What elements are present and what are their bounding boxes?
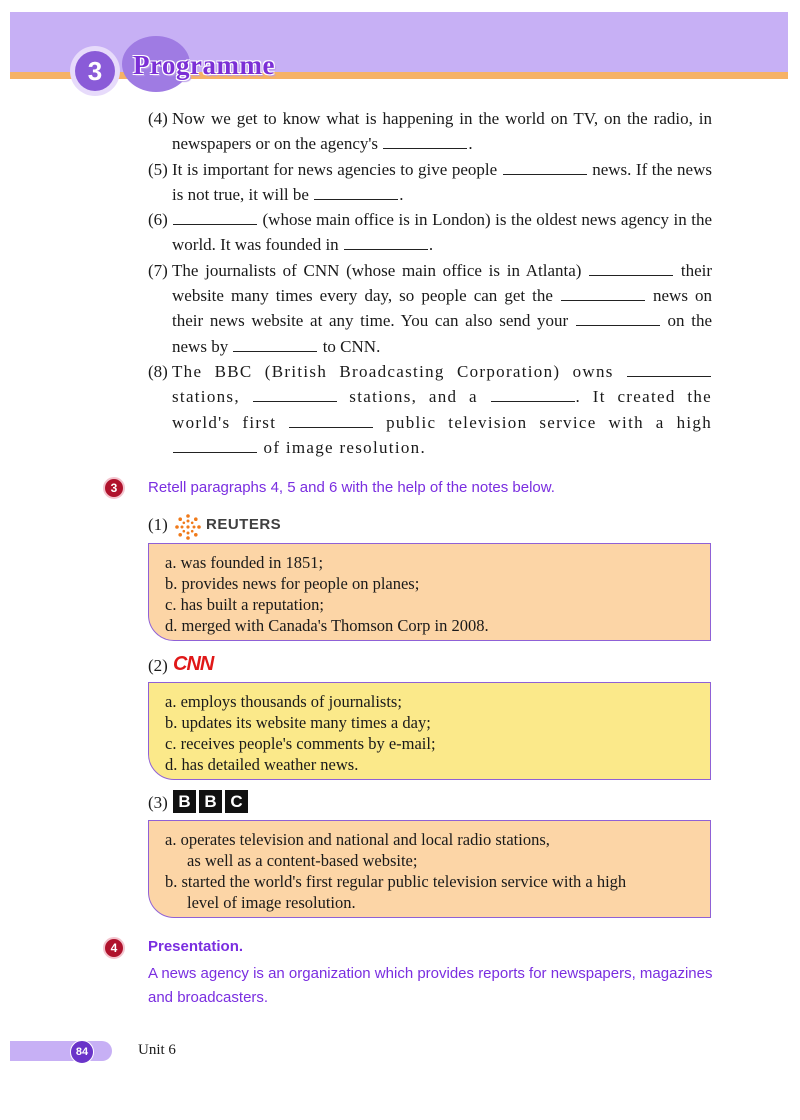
section-number: 3	[75, 51, 115, 91]
note-line: d. has detailed weather news.	[165, 755, 359, 774]
item-text: The journalists of CNN (whose main office is in Atlanta) their website many times every day, so people can get the news on their news website at any time. You can also send your on the news by to CNN.	[172, 260, 713, 356]
unit-label: Unit 6	[138, 1042, 176, 1058]
item-number: (6)	[148, 210, 168, 230]
reuters-logo-text: REUTERS	[206, 516, 282, 533]
bbc-letter: C	[225, 790, 248, 813]
list-item	[148, 258, 712, 359]
note-line: b. provides news for people on planes;	[165, 574, 420, 593]
note-line: c. receives people's comments by e-mail;	[165, 734, 436, 753]
cnn-logo: CNN	[173, 653, 214, 675]
answer-blank	[503, 173, 587, 175]
answer-blank	[383, 147, 467, 149]
list-item	[148, 359, 712, 460]
note-line: as well as a content-based website;	[187, 851, 418, 870]
note-line: a. operates television and national and local radio stations,	[165, 830, 550, 849]
answer-blank	[627, 375, 711, 377]
group-1-label: (1)	[148, 515, 168, 534]
note-line: b. updates its website many times a day;	[165, 713, 431, 732]
item-text: It is important for news agencies to give people news. If the news is not true, it will be .	[172, 159, 712, 204]
exercise-4-badge: 4	[103, 937, 125, 959]
item-number: (5)	[148, 159, 168, 179]
exercise-3-instruction: Retell paragraphs 4, 5 and 6 with the help of the notes below.	[148, 479, 555, 496]
list-item	[148, 106, 712, 157]
answer-blank	[491, 400, 575, 402]
notes-box-reuters	[148, 543, 711, 641]
item-text: Now we get to know what is happening in the world on TV, on the radio, in newspapers or on the agency's .	[172, 109, 712, 154]
item-text: (whose main office is in London) is the oldest news agency in the world. It was founded in .	[172, 210, 712, 255]
group-2-label: (2)	[148, 656, 168, 675]
group-3-label: (3)	[148, 793, 168, 812]
page-number: 84	[70, 1040, 94, 1064]
answer-blank	[253, 400, 337, 402]
item-number: (4)	[148, 109, 168, 128]
section-title: Programme	[133, 50, 275, 80]
answer-blank	[589, 274, 673, 276]
note-line: a. employs thousands of journalists;	[165, 692, 402, 711]
answer-blank	[344, 248, 428, 250]
note-line: a. was founded in 1851;	[165, 553, 324, 572]
answer-blank	[233, 350, 317, 352]
notes-box-bbc	[148, 820, 711, 918]
fill-in-list	[148, 106, 712, 460]
answer-blank	[561, 299, 645, 301]
note-line: d. merged with Canada's Thomson Corp in 2008.	[165, 616, 489, 635]
answer-blank	[289, 426, 373, 428]
exercise-3-badge: 3	[103, 477, 125, 499]
list-item	[148, 207, 712, 258]
footer-bar	[10, 1041, 112, 1061]
bbc-letter: B	[173, 790, 196, 813]
note-line: b. started the world's first regular public television service with a high	[165, 872, 627, 891]
reuters-logo-icon	[174, 513, 202, 541]
answer-blank	[576, 324, 660, 326]
note-line: c. has built a reputation;	[165, 595, 324, 614]
item-number: (7)	[148, 260, 168, 280]
notes-box-cnn	[148, 682, 711, 780]
bbc-logo	[173, 790, 248, 813]
exercise-4-title: Presentation.	[148, 938, 244, 955]
item-text: The BBC (British Broadcasting Corporation) owns stations, stations, and a . It created the world's first public television service with a high of image resolution.	[172, 361, 712, 457]
answer-blank	[314, 198, 398, 200]
bbc-letter: B	[199, 790, 222, 813]
item-number: (8)	[148, 361, 168, 381]
exercise-4-text: A news agency is an organization which provides reports for newspapers, magazines and broadcasters.	[148, 965, 713, 1006]
list-item	[148, 157, 712, 208]
note-line: level of image resolution.	[187, 893, 356, 912]
answer-blank	[173, 451, 257, 453]
answer-blank	[173, 223, 257, 225]
